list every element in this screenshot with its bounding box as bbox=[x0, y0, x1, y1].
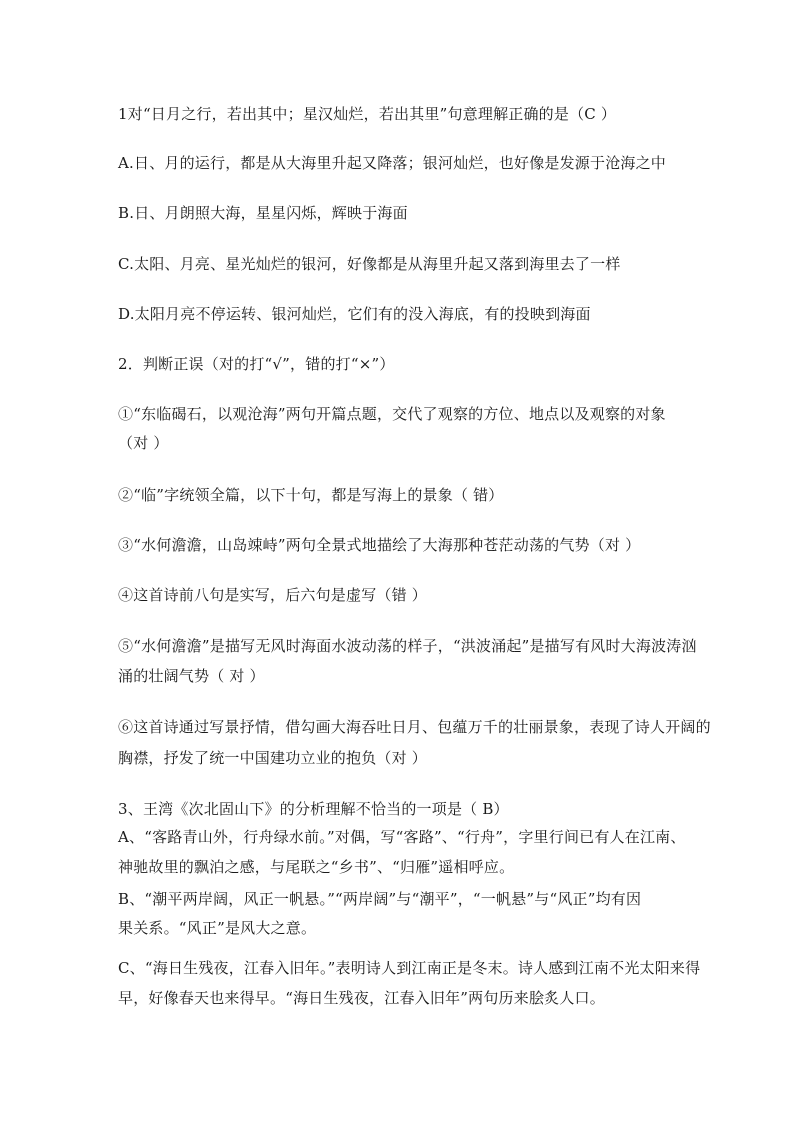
question-2-item-3: ③“水何澹澹，山岛竦峙”两句全景式地描绘了大海那种苍茫动荡的气势（对 ） bbox=[118, 536, 641, 554]
question-1-option-b: B.日、月朗照大海，星星闪烁，辉映于海面 bbox=[118, 204, 408, 222]
question-2-item-4: ④这首诗前八句是实写，后六句是虚写（错 ） bbox=[118, 586, 427, 604]
question-2-item-5-line-2: 涌的壮阔气势（ 对 ） bbox=[118, 667, 265, 685]
question-2-item-2: ②“临”字统领全篇，以下十句，都是写海上的景象（ 错） bbox=[118, 486, 504, 504]
question-2-item-1-line-2: （对 ） bbox=[118, 434, 169, 452]
question-2-item-6-line-2: 胸襟，抒发了统一中国建功立业的抱负（对 ） bbox=[118, 749, 427, 767]
question-3-option-a-line-1: A、“客路青山外，行舟绿水前。”对偶，写“客路”、“行舟”，字里行间已有人在江南、 bbox=[118, 828, 686, 846]
question-1-option-c: C.太阳、月亮、星光灿烂的银河，好像都是从海里升起又落到海里去了一样 bbox=[118, 255, 621, 273]
question-1-option-d: D.太阳月亮不停运转、银河灿烂，它们有的没入海底，有的投映到海面 bbox=[118, 305, 591, 323]
question-3-option-c-line-1: C、“海日生残夜，江春入旧年。”表明诗人到江南正是冬末。诗人感到江南不光太阳来得 bbox=[118, 959, 701, 977]
question-2-item-1-line-1: ①“东临碣石，以观沧海”两句开篇点题，交代了观察的方位、地点以及观察的对象 bbox=[118, 405, 666, 423]
question-2-item-5-line-1: ⑤“水何澹澹”是描写无风时海面水波动荡的样子，“洪波涌起”是描写有风时大海波涛汹 bbox=[118, 637, 697, 655]
question-3-option-b-line-2: 果关系。“风正”是风大之意。 bbox=[118, 919, 317, 937]
question-3-option-a-line-2: 神驰故里的飘泊之感，与尾联之“乡书”、“归雁”遥相呼应。 bbox=[118, 858, 515, 876]
question-2-stem: 2．判断正误（对的打“√”，错的打“×”） bbox=[118, 355, 395, 373]
question-2-item-6-line-1: ⑥这首诗通过写景抒情，借勾画大海吞吐日月、包蕴万千的壮丽景象，表现了诗人开阔的 bbox=[118, 718, 711, 736]
question-3-option-b-line-1: B、“潮平两岸阔，风正一帆悬。”“两岸阔”与“潮平”，“一帆悬”与“风正”均有因 bbox=[118, 890, 642, 908]
question-3-stem: 3、王湾《次北固山下》的分析理解不恰当的一项是（ B） bbox=[118, 800, 509, 818]
question-1-stem: 1对“日月之行，若出其中；星汉灿烂，若出其里”句意理解正确的是（C ） bbox=[118, 105, 617, 123]
question-1-option-a: A.日、月的运行，都是从大海里升起又降落；银河灿烂，也好像是发源于沧海之中 bbox=[118, 154, 667, 172]
question-3-option-c-line-2: 早，好像春天也来得早。“海日生残夜，江春入旧年”两句历来脍炙人口。 bbox=[118, 989, 605, 1007]
